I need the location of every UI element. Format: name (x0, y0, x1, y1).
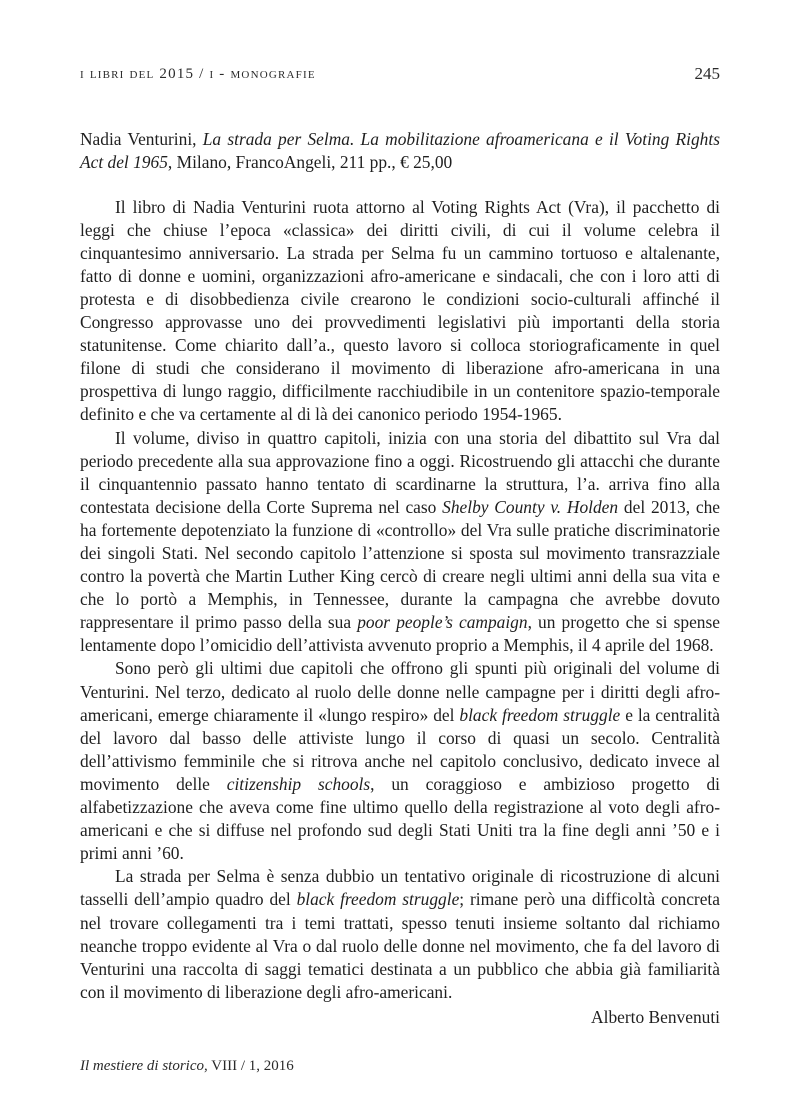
campaign-name: poor people’s campaign (357, 612, 528, 633)
paragraph-2-text-a: Il volume, diviso in quattro capitoli, inizia con una storia del dibattito sul Vra dal periodo precedente alla sua approvazione fino a oggi. Ricostruendo gli attacchi che durante il cinquantennio passato hanno tentato di scardinarne la struttura, l’a. arriva fino alla contestata decisione della Corte Suprema nel caso (80, 427, 720, 517)
paragraph-2-text-b: del 2013, che ha fortemente depotenziato la funzione di «controllo» del Vra sulle pratiche discriminatorie dei singoli Stati. Nel secondo capitolo l’attenzione si sposta sul movimento transrazziale contro la povertà che Martin Luther King cercò di creare negli ultimi anni della sua vita e che lo portò a Memphis, in Tennessee, durante la campagna che avrebbe dovuto rappresentare il primo passo della sua (80, 496, 720, 633)
paragraph-4-text-b: ; rimane però una difficoltà concreta nel trovare collegamenti tra i temi trattati, spesso tenuti insieme soltanto dal richiamo neanche troppo evidente al Vra o dal ruolo delle donne nel movimento, che fa del lavoro di Venturini una raccolta di saggi tematici destinata a un pubblico che abbia già familiarità con il movimento di liberazione degli afro-americani. (80, 889, 720, 1002)
running-head (80, 66, 720, 90)
paragraph-3-text-c: , un coraggioso e ambizioso progetto di alfabetizzazione che aveva come fine ultimo quello della registrazione al voto degli afro-americani e che si diffuse nel profondo sud degli Stati Uniti tra la fine degli anni ’50 e i primi anni ’60. (80, 773, 721, 864)
journal-footer (80, 1058, 294, 1075)
journal-name: Il mestiere di storico (80, 1058, 205, 1074)
paragraph-2 (80, 427, 720, 658)
black-freedom-struggle-term: black freedom struggle (459, 704, 621, 725)
reviewer-signature: Alberto Benvenuti (591, 1006, 720, 1027)
citation-title: La strada per Selma. La mobilitazione afroamericana e il Voting Rights Act del 1965 (80, 129, 720, 172)
paragraph-1: Il libro di Nadia Venturini ruota attorno al Voting Rights Act (Vra), il pacchetto di leggi che chiuse l’epoca «classica» dei diritti civili, di cui il volume celebra il cinquantesimo anniversario. La strada per Selma fu un cammino tortuoso e altalenante, fatto di donne e uomini, organizzazioni afro-americane e sindacali, che con i loro atti di protesta e di disobbedienza civile crearono le condizioni socio-culturali affinché il Congresso approvasse uno dei provvedimenti legislativi più importanti della storia statunitense. Come chiarito dall’a., questo lavoro si colloca storiograficamente in quel filone di studi che considerano il movimento di liberazione afro-americana in una prospettiva di lungo raggio, difficilmente racchiudibile in un contenitore spazio-temporale definito e che va certamente al di là dei canonico periodo 1954-1965. (80, 196, 720, 425)
citation-author: Nadia Venturini, (80, 129, 197, 149)
running-title: i libri del 2015 / i - monografie (80, 66, 316, 82)
black-freedom-struggle-term-2: black freedom struggle (296, 889, 460, 910)
paragraph-3-text-a: Sono però gli ultimi due capitoli che offrono gli spunti più originali del volume di Venturini. Nel terzo, dedicato al ruolo delle donne nelle campagne per i diritti degli afro-americani, emerge chiaramente il «lungo respiro» del (80, 658, 720, 725)
paragraph-4 (80, 865, 720, 1004)
paragraph-2-text-c: , un progetto che si spense lentamente dopo l’omicidio dell’attivista avvenuto proprio a Memphis, il 4 aprile del 1968. (80, 612, 720, 656)
citizenship-schools-term: citizenship schools (226, 773, 371, 794)
journal-issue: , VIII / 1, 2016 (204, 1058, 294, 1074)
bibliographic-citation (80, 128, 720, 174)
court-case-title: Shelby County v. Holden (442, 496, 619, 517)
paragraph-4-text-a: La strada per Selma è senza dubbio un tentativo originale di ricostruzione di alcuni tasselli dell’ampio quadro del (80, 866, 720, 910)
citation-details: , Milano, FrancoAngeli, 211 pp., € 25,00 (167, 151, 453, 172)
review-body (80, 196, 720, 1004)
paragraph-3-text-b: e la centralità del lavoro dal basso delle attiviste lungo il corso di quasi un secolo. Centralità dell’attivismo femminile che si ritrova anche nel capitolo conclusivo, dedicato invece al movimento delle (80, 704, 720, 794)
book-review (80, 128, 720, 1029)
page-number: 245 (694, 64, 720, 83)
paragraph-3 (80, 657, 720, 865)
